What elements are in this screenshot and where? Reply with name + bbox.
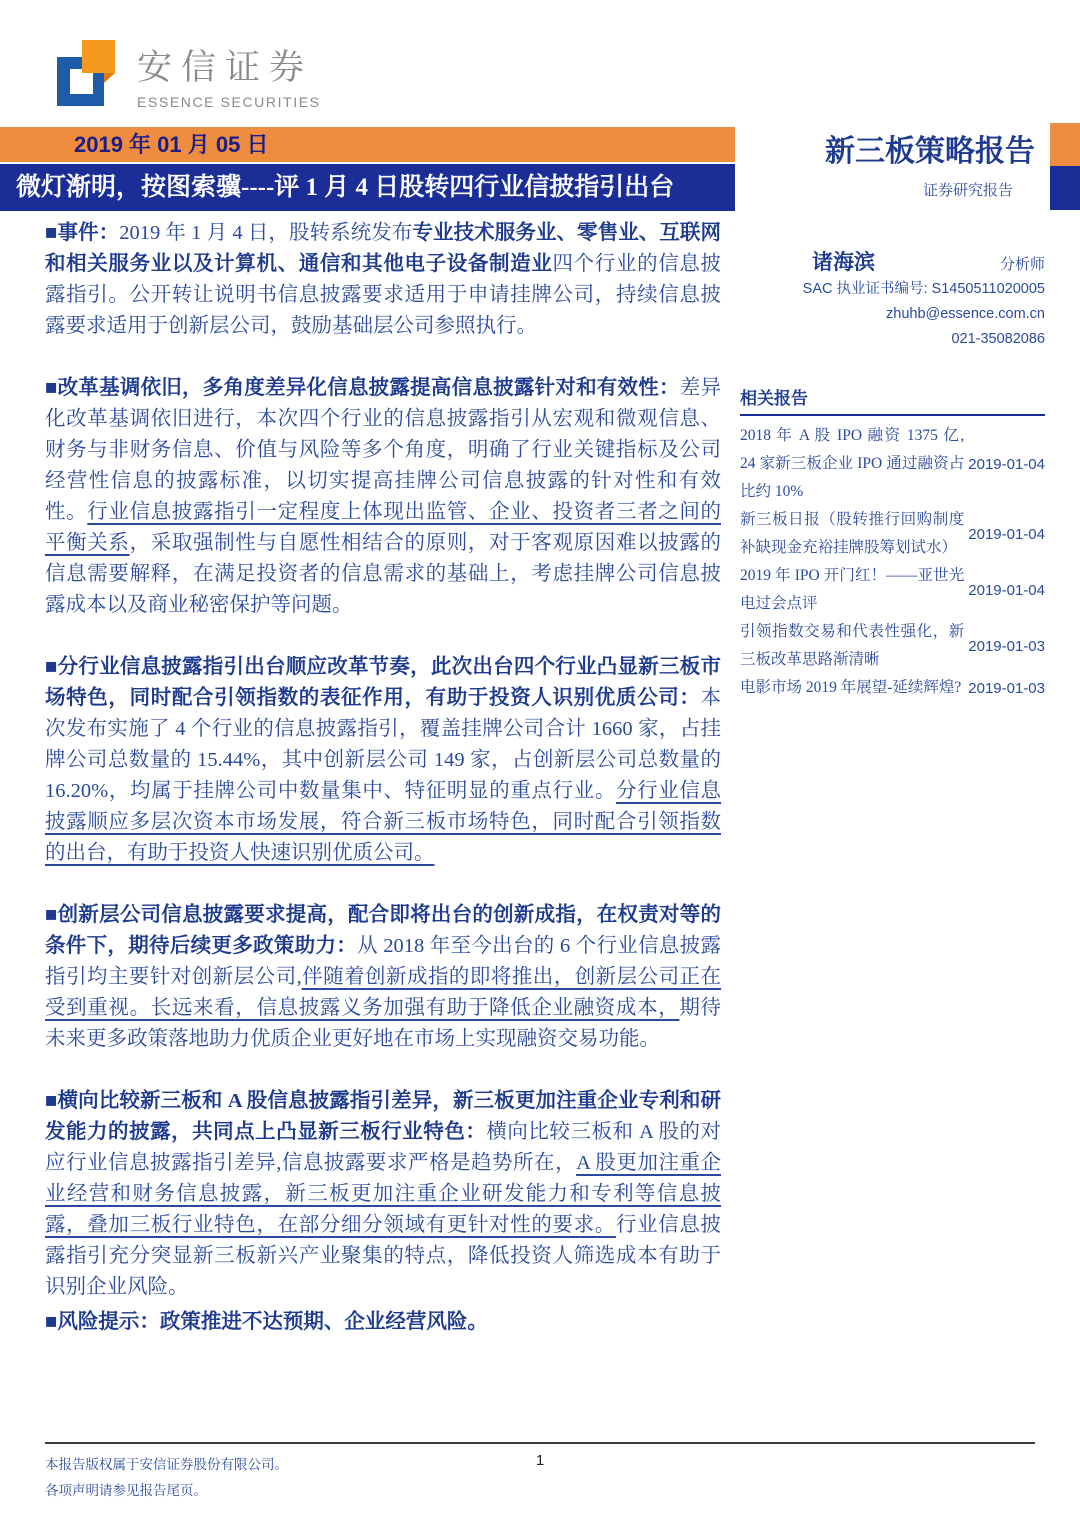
paragraph-text: 本次发布实施了 4 个行业的信息披露指引，覆盖挂牌公司合计 1660 家，占挂牌公司总数量的 15.44%，其中创新层公司 149 家，占创新层公司总数量的 16.20%，均属于挂牌公司中数量集中、特征明显的重点行业。 xyxy=(45,687,721,802)
analyst-row xyxy=(740,246,1045,276)
report-date: 2019 年 01 月 05 日 xyxy=(74,132,269,157)
underlined-text: A 股更加注重企业经营和财务信息披露，新三板更加注重企业研发能力和专利等信息披露，叠加三板行业特色，在部分细分领域有更针对性的要求。 xyxy=(45,1152,721,1236)
related-report-item xyxy=(740,674,1045,702)
analyst-role: 分析师 xyxy=(999,257,1045,273)
report-subtype: 证券研究报告 xyxy=(922,183,1013,199)
paragraph-lead-text: ■分行业信息披露指引出台顺应改革节奏，此次出台四个行业凸显新三板市场特色，同时配合引领指数的表征作用，有助于投资人识别优质公司： xyxy=(45,656,721,709)
essence-logo-icon xyxy=(57,40,121,106)
right-edge-orange-block xyxy=(1050,123,1080,166)
brand-logo xyxy=(57,40,321,110)
body-paragraph xyxy=(45,900,721,1055)
paragraph-text: 2019 年 1 月 4 日，股转系统发布 xyxy=(119,222,413,244)
paragraph-text: 横向比较三板和 A 股的对应行业信息披露指引差异,信息披露要求严格是趋势所在， xyxy=(45,1121,721,1174)
paragraph-text: 差异化改革基调依旧进行，本次四个行业的信息披露指引从宏观和微观信息、财务与非财务信息、价值与风险等多个角度，明确了行业关键指标及公司经营性信息的披露标准，以切实提高挂牌公司信息披露的针对性和有效性。 xyxy=(45,377,722,523)
logo-orange-cube xyxy=(82,40,115,73)
logo-company-name-en: ESSENCE SECURITIES xyxy=(137,94,321,110)
paragraph-lead-text: ■改革基调依旧，多角度差异化信息披露提高信息披露针对和有效性： xyxy=(45,377,680,399)
related-report-date: 2019-01-04 xyxy=(968,581,1045,599)
paragraph-lead-text: ■横向比较新三板和 A 股信息披露指引差异，新三板更加注重企业专利和研发能力的披露，共同点上凸显新三板行业特色： xyxy=(45,1090,721,1143)
related-reports-list xyxy=(740,422,1045,702)
logo-text xyxy=(137,40,321,110)
paragraph-lead-text: ■风险提示：政策推进不达预期、企业经营风险。 xyxy=(45,1311,488,1333)
analyst-phone: 021-35082086 xyxy=(951,331,1045,347)
related-report-item xyxy=(740,618,1045,674)
paragraph-text: 行业信息披露指引充分突显新三板新兴产业聚集的特点，降低投资人筛选成本有助于识别企业风险。 xyxy=(45,1214,722,1298)
related-report-date: 2019-01-04 xyxy=(968,525,1045,543)
footer-copyright-line1: 本报告版权属于安信证券股份有限公司。 xyxy=(45,1457,288,1472)
related-report-title: 引领指数交易和代表性强化，新三板改革思路渐清晰 xyxy=(740,623,965,668)
underlined-text: 分行业信息披露顺应多层次资本市场发展，符合新三板市场特色，同时配合引领指数的出台，有助于投资人快速识别优质公司。 xyxy=(45,780,722,864)
related-report-title: 2018 年 A 股 IPO 融资 1375 亿, 24 家新三板企业 IPO 通过融资占比约 10% xyxy=(740,427,965,500)
related-report-title: 新三板日报（股转推行回购制度补缺现金充裕挂牌股筹划试水） xyxy=(740,511,965,556)
right-edge-blue-block xyxy=(1050,166,1080,210)
paragraph-lead-text: 专业技术服务业、零售业、互联网和相关服务业以及计算机、通信和其他电子设备制造业 xyxy=(45,222,722,275)
body-paragraph xyxy=(45,218,721,342)
paragraph-text: 从 2018 年至今出台的 6 个行业信息披露指引均主要针对创新层公司, xyxy=(45,935,722,988)
analyst-email: zhuhb@essence.com.cn xyxy=(886,306,1045,322)
related-report-item xyxy=(740,506,1045,562)
related-report-item xyxy=(740,422,1045,506)
related-report-date: 2019-01-04 xyxy=(968,455,1045,473)
headline-banner xyxy=(0,164,735,211)
related-report-date: 2019-01-03 xyxy=(968,679,1045,697)
paragraph-text: 四个行业的信息披露指引。公开转让说明书信息披露要求适用于申请挂牌公司，持续信息披露要求适用于创新层公司，鼓励基础层公司参照执行。 xyxy=(45,253,722,337)
body-paragraph xyxy=(45,652,721,869)
related-report-title: 2019 年 IPO 开门红！——亚世光电过会点评 xyxy=(740,567,965,612)
related-reports xyxy=(740,384,1045,702)
related-report-title: 电影市场 2019 年展望-延续辉煌? xyxy=(740,679,962,696)
paragraph-text: ，采取强制性与自愿性相结合的原则，对于客观原因难以披露的信息需要解释，在满足投资者的信息需求的基础上，考虑挂牌公司信息披露成本以及商业秘密保护等问题。 xyxy=(45,532,722,616)
footer-copyright-line2: 各项声明请参见报告尾页。 xyxy=(45,1483,207,1498)
report-type-title: 新三板策略报告 xyxy=(825,135,1035,168)
body-paragraph xyxy=(45,373,721,621)
date-banner xyxy=(0,127,735,162)
body-paragraph xyxy=(45,1086,721,1303)
analyst-name: 诸海滨 xyxy=(812,250,875,274)
analyst-sac: SAC 执业证书编号: S1450511020005 xyxy=(802,281,1045,297)
logo-company-name: 安信证券 xyxy=(137,48,314,87)
logo-orange-cube-shade xyxy=(104,73,115,83)
paragraph-lead-text: ■创新层公司信息披露要求提高，配合即将出台的创新成指，在权责对等的条件下，期待后续更多政策助力： xyxy=(45,904,721,957)
report-headline: 微灯渐明，按图索骥----评 1 月 4 日股转四行业信披指引出台 xyxy=(16,174,675,201)
report-body xyxy=(45,218,721,1338)
footer-divider xyxy=(45,1442,1035,1444)
analyst-block xyxy=(740,246,1045,351)
right-sidebar xyxy=(740,126,1045,702)
paragraph-lead-text: ■事件： xyxy=(45,222,120,244)
paragraph-text: 期待未来更多政策落地助力优质企业更好地在市场上实现融资交易功能。 xyxy=(45,997,722,1050)
related-report-item xyxy=(740,562,1045,618)
related-report-date: 2019-01-03 xyxy=(968,637,1045,655)
related-reports-header: 相关报告 xyxy=(740,384,1045,416)
underlined-text: 行业信息披露指引一定程度上体现出监管、企业、投资者三者之间的平衡关系 xyxy=(45,501,722,554)
underlined-text: 伴随着创新成指的即将推出，创新层公司正在受到重视。长远来看，信息披露义务加强有助于降低企业融资成本， xyxy=(45,966,721,1019)
page-number: 1 xyxy=(535,1452,545,1469)
body-paragraph xyxy=(45,1307,721,1338)
